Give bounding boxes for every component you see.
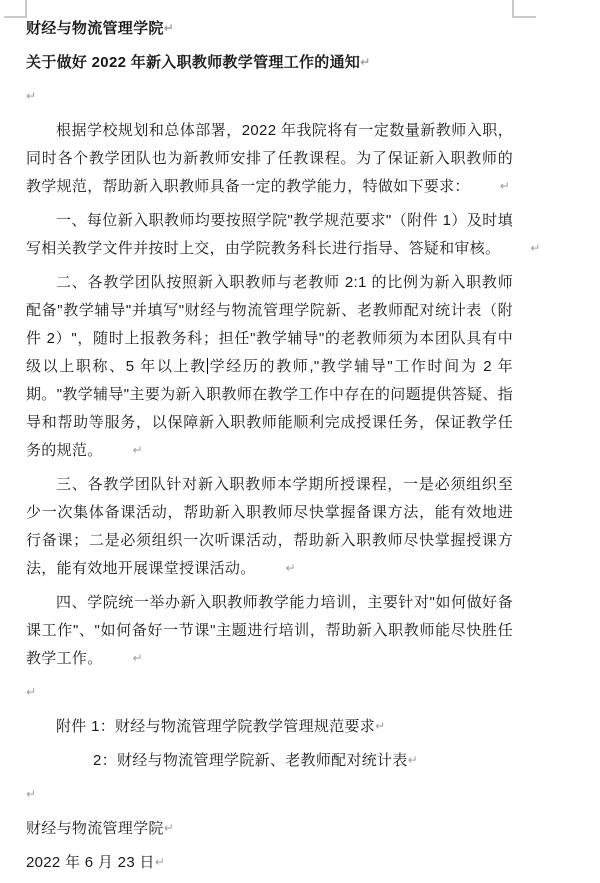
signature-date-text: 2022 年 6 月 23 日 [26, 854, 155, 871]
paragraph-intro[interactable]: 根据学校规划和总体部署，2022 年我院将有一定数量新教师入职，同时各个教学团队也为新教师安排了任教课程。为了保证新入职教师的教学规范，帮助新入职教师具备一定的教学能力，特做如下要求： ↵ [26, 122, 513, 195]
paragraph-item-1[interactable]: 一、每位新入职教师均要按照学院"教学规范要求"（附件 1）及时填写相关教学文件并按时上交，由学院教务科长进行指导、答疑和审核。 ↵ [26, 212, 541, 257]
signature-org[interactable]: 财经与物流管理学院↵ [26, 820, 175, 837]
paragraph-item-3[interactable]: 三、各教学团队针对新入职教师本学期所授课程，一是必须组织至少一次集体备课活动，帮助新入职教师尽快掌握备课方法，能有效地进行备课；二是必须组织一次听课活动，帮助新入职教师尽快掌握授课方法，能有效地开展课堂授课活动。 ↵ [26, 476, 513, 577]
paragraph-intro-text: 根据学校规划和总体部署，2022 年我院将有一定数量新教师入职，同时各个教学团队也为新教师安排了任教课程。为了保证新入职教师的教学规范，帮助新入职教师具备一定的教学能力，特做如下要求： [26, 122, 513, 195]
paragraph-item-4[interactable]: 四、学院统一举办新入职教师教学能力培训，主要针对"如何做好备课工作"、"如何备好一节课"主题进行培训，帮助新入职教师能尽快胜任教学工作。 ↵ [26, 594, 513, 667]
document-content[interactable] [26, 15, 541, 883]
empty-paragraph[interactable]: ↵ [26, 685, 37, 699]
signature-date[interactable]: 2022 年 6 月 23 日↵ [26, 854, 166, 871]
empty-paragraph[interactable]: ↵ [26, 787, 37, 801]
title-line2-text: 关于做好 2022 年新入职教师教学管理工作的通知 [26, 54, 361, 71]
attachment-item-2[interactable]: 2：财经与物流管理学院新、老教师配对统计表↵ [93, 752, 419, 769]
text-boundary-mark-top-left-horizontal [4, 16, 27, 18]
empty-paragraph[interactable]: ↵ [26, 89, 37, 103]
paragraph-item-1-text: 一、每位新入职教师均要按照学院"教学规范要求"（附件 1）及时填写相关教学文件并按时上交，由学院教务科长进行指导、答疑和审核。 [26, 212, 513, 257]
document-title-line2[interactable]: 关于做好 2022 年新入职教师教学管理工作的通知↵ [26, 54, 371, 71]
paragraph-item-4-text: 四、学院统一举办新入职教师教学能力培训，主要针对"如何做好备课工作"、"如何备好一节课"主题进行培训，帮助新入职教师能尽快胜任教学工作。 [26, 594, 513, 667]
attachment-item-1[interactable]: 附件 1：财经与物流管理学院教学管理规范要求↵ [56, 718, 386, 735]
document-title-line1[interactable]: 财经与物流管理学院↵ [26, 20, 175, 37]
paragraph-item-2-text-before-cursor: 二、各教学团队按照新入职教师与老教师 2:1 的比例为新入职教师配备"教学辅导"并填写"财经与物流管理学院新、老教师配对统计表（附件 2）"，随时上报教务科；担任"教学辅导"的老教师须为本团队具有中级以上职称、5 年以上教 [26, 274, 513, 375]
paragraph-item-2[interactable]: 二、各教学团队按照新入职教师与老教师 2:1 的比例为新入职教师配备"教学辅导"并填写"财经与物流管理学院新、老教师配对统计表（附件 2）"，随时上报教务科；担任"教学辅导"的老教师须为本团队具有中级以上职称、5 年以上教 学经历的教师,"教学辅导"工作时间为 2 年期。"教学辅导"主要为新入职教师在教学工作中存在的问题提供答疑、指导和帮助等服务，以保障新入职教师能顺利完成授课任务，保证教学任务的规范。 ↵ [26, 274, 513, 459]
title-line1-text: 财经与物流管理学院 [26, 20, 164, 37]
text-boundary-mark-top-right-horizontal [512, 16, 536, 18]
paragraph-item-3-text: 三、各教学团队针对新入职教师本学期所授课程，一是必须组织至少一次集体备课活动，帮助新入职教师尽快掌握备课方法，能有效地进行备课；二是必须组织一次听课活动，帮助新入职教师尽快掌握授课方法，能有效地开展课堂授课活动。 [26, 476, 513, 577]
paragraph-item-2-text-after-cursor: 学经历的教师,"教学辅导"工作时间为 2 年期。"教学辅导"主要为新入职教师在教学工作中存在的问题提供答疑、指导和帮助等服务，以保障新入职教师能顺利完成授课任务，保证教学任务的规范。 [26, 358, 513, 459]
attachment-item-1-text: 附件 1：财经与物流管理学院教学管理规范要求 [56, 718, 376, 735]
attachment-item-2-text: 2：财经与物流管理学院新、老教师配对统计表 [93, 752, 408, 769]
signature-org-text: 财经与物流管理学院 [26, 820, 164, 837]
